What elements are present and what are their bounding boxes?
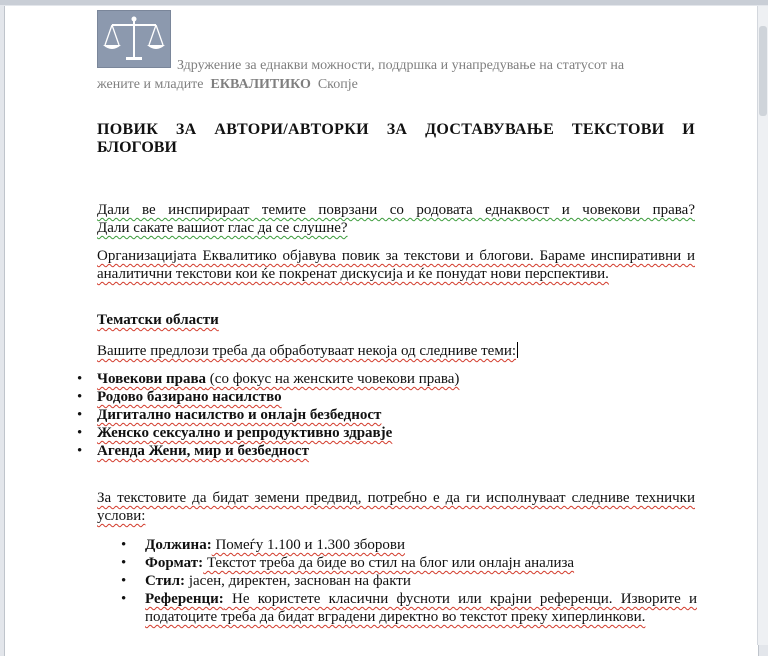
window-top-edge bbox=[0, 0, 768, 5]
list-item: • Женско сексуално и репродуктивно здравје bbox=[77, 425, 393, 441]
scrollbar-thumb[interactable] bbox=[759, 26, 767, 116]
list-item: • Стил: јасен, директен, заснован на факти bbox=[121, 573, 411, 589]
vertical-scrollbar[interactable] bbox=[757, 6, 768, 645]
page-title: ПОВИК ЗА АВТОРИ/АВТОРКИ ЗА ДОСТАВУВАЊЕ ТЕКСТОВИ И bbox=[97, 121, 695, 138]
technical-lead: За текстовите да бидат земени предвид, потребно е да ги исполнуваат следниве технички услови: bbox=[97, 490, 695, 524]
list-item: • Агенда Жени, мир и безбедност bbox=[77, 443, 309, 459]
org-name: ЕКВАЛИТИКО bbox=[210, 77, 311, 92]
org-header-line1: Здружение за еднакви можности, поддршка и унапредување на статусот на bbox=[177, 58, 625, 73]
topics-lead: Вашите предлози треба да обработуваат некоја од следниве теми: bbox=[97, 343, 517, 359]
page-title-line2: БЛОГОВИ bbox=[97, 139, 177, 156]
list-item: • Референци: Не користете класични фусноти или крајни референци. Изворите и податоците треба да бидат вградени директно во текстот преку хиперлинкови. bbox=[121, 591, 697, 625]
document-page[interactable] bbox=[4, 6, 759, 656]
topics-heading: Тематски области bbox=[97, 312, 219, 328]
list-item: • Формат: Текстот треба да биде во стил на блог или онлајн анализа bbox=[121, 555, 575, 571]
list-item: • Должина: Помеѓу 1.100 и 1.300 зборови bbox=[121, 537, 405, 553]
topics-list bbox=[77, 370, 697, 460]
intro-paragraph-2: Организацијата Еквалитико објавува повик за текстови и блогови. Бараме инспиративни и аналитични текстови кои ќе покренат дискусија и ќе понудат нови перспективи. bbox=[97, 248, 695, 282]
technical-list bbox=[121, 536, 697, 626]
list-item: • Човекови права (со фокус на женските човекови права) bbox=[77, 371, 460, 387]
text-cursor bbox=[517, 342, 518, 358]
org-header-line2: жените и младите ЕКВАЛИТИКО Скопје bbox=[97, 77, 358, 92]
list-item: • Родово базирано насилство bbox=[77, 389, 282, 405]
intro-paragraph-1: Дали ве инспирираат темите поврзани со родовата еднаквост и човекови права? Дали сакате вашиот глас да се слушне? bbox=[97, 202, 695, 236]
list-item: • Дигитално насилство и онлајн безбедност bbox=[77, 407, 382, 423]
